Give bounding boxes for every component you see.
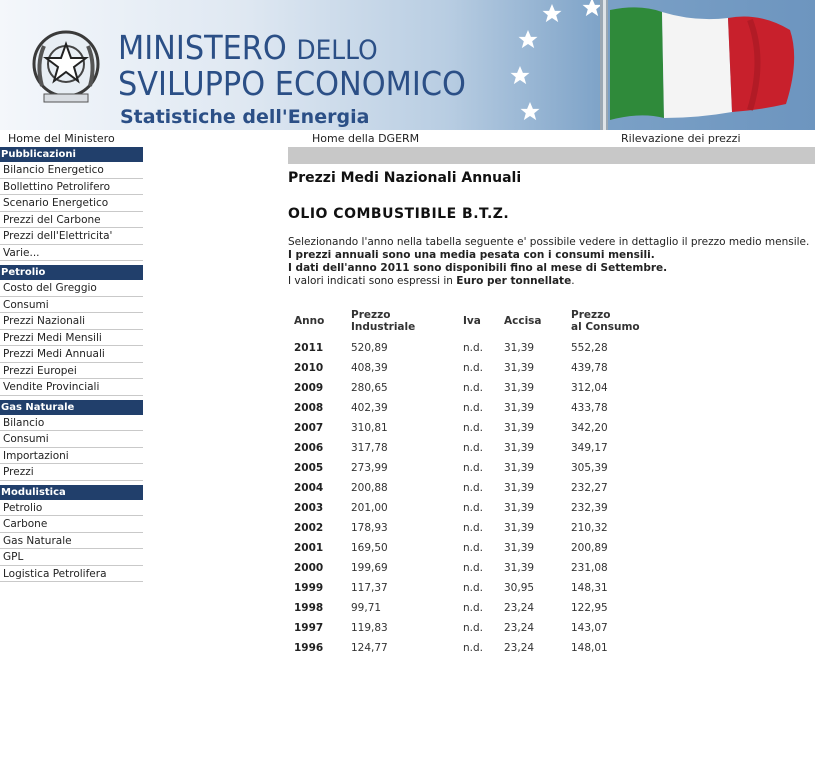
sidebar-item-link[interactable]: Prezzi Europei — [0, 363, 143, 380]
sidebar-item-link[interactable]: Prezzi Medi Annuali — [0, 346, 143, 363]
sidebar-item-link[interactable]: Scenario Energetico — [0, 195, 143, 212]
iva-cell: n.d. — [463, 582, 483, 594]
accisa-cell: 31,39 — [504, 522, 535, 534]
header-banner — [0, 0, 815, 130]
industrial-price-cell: 317,78 — [351, 442, 388, 454]
table-row[interactable] — [288, 558, 671, 578]
sidebar-item-link[interactable]: Varie... — [0, 245, 143, 262]
product-title: OLIO COMBUSTIBILE B.T.Z. — [288, 206, 510, 222]
consumer-price-cell: 232,27 — [571, 482, 608, 494]
iva-cell: n.d. — [463, 342, 483, 354]
consumer-price-cell: 231,08 — [571, 562, 608, 574]
accisa-cell: 31,39 — [504, 362, 535, 374]
industrial-price-cell: 408,39 — [351, 362, 388, 374]
table-row[interactable] — [288, 458, 671, 478]
industrial-price-cell: 201,00 — [351, 502, 388, 514]
header-accisa: Accisa — [504, 315, 542, 327]
sidebar-item-link[interactable]: Vendite Provinciali — [0, 379, 143, 396]
accisa-cell: 31,39 — [504, 382, 535, 394]
consumer-price-cell: 439,78 — [571, 362, 608, 374]
industrial-price-cell: 117,37 — [351, 582, 388, 594]
iva-cell: n.d. — [463, 442, 483, 454]
eu-stars-icon — [500, 0, 610, 130]
sidebar-section-header: Modulistica — [0, 485, 143, 500]
table-header-row — [288, 304, 671, 338]
intro-line-4: I valori indicati sono espressi in Euro per tonnellate. — [288, 275, 575, 287]
industrial-price-cell: 520,89 — [351, 342, 388, 354]
accisa-cell: 31,39 — [504, 342, 535, 354]
accisa-cell: 30,95 — [504, 582, 535, 594]
accisa-cell: 23,24 — [504, 642, 535, 654]
sidebar-section-header: Petrolio — [0, 265, 143, 280]
sidebar-item-link[interactable]: Importazioni — [0, 448, 143, 465]
consumer-price-cell: 349,17 — [571, 442, 608, 454]
intro-text — [288, 236, 809, 288]
iva-cell: n.d. — [463, 642, 483, 654]
sidebar-item-link[interactable]: GPL — [0, 549, 143, 566]
table-row[interactable] — [288, 638, 671, 658]
iva-cell: n.d. — [463, 542, 483, 554]
consumer-price-cell: 143,07 — [571, 622, 608, 634]
intro-line-2: I prezzi annuali sono una media pesata con i consumi mensili. — [288, 249, 655, 261]
iva-cell: n.d. — [463, 362, 483, 374]
year-cell[interactable]: 2004 — [294, 482, 324, 494]
nav-rilevazione-prezzi-link[interactable]: Rilevazione dei prezzi — [621, 132, 741, 145]
intro-line-3: I dati dell'anno 2011 sono disponibili fino al mese di Settembre. — [288, 262, 668, 274]
sidebar-item-link[interactable]: Prezzi dell'Elettricita' — [0, 228, 143, 245]
nav-home-ministero-link[interactable]: Home del Ministero — [8, 132, 115, 145]
consumer-price-cell: 312,04 — [571, 382, 608, 394]
header-prezzo-industriale: Prezzo Industriale — [351, 309, 416, 333]
table-row[interactable] — [288, 378, 671, 398]
sidebar-item-link[interactable]: Prezzi del Carbone — [0, 212, 143, 229]
ministry-title-line2: SVILUPPO ECONOMICO — [118, 64, 466, 103]
sidebar-item-link[interactable]: Prezzi Nazionali — [0, 313, 143, 330]
sidebar-item-link[interactable]: Bilancio — [0, 415, 143, 432]
table-row[interactable] — [288, 618, 671, 638]
consumer-price-cell: 342,20 — [571, 422, 608, 434]
industrial-price-cell: 119,83 — [351, 622, 388, 634]
year-cell[interactable]: 1998 — [294, 602, 324, 614]
iva-cell: n.d. — [463, 602, 483, 614]
accisa-cell: 31,39 — [504, 562, 535, 574]
accisa-cell: 31,39 — [504, 482, 535, 494]
consumer-price-cell: 305,39 — [571, 462, 608, 474]
industrial-price-cell: 178,93 — [351, 522, 388, 534]
accisa-cell: 23,24 — [504, 622, 535, 634]
year-cell[interactable]: 1996 — [294, 642, 324, 654]
table-row[interactable] — [288, 358, 671, 378]
intro-line-1: Selezionando l'anno nella tabella seguente e' possibile vedere in dettaglio il prezzo medio mensile. — [288, 236, 810, 248]
industrial-price-cell: 99,71 — [351, 602, 382, 614]
industrial-price-cell: 280,65 — [351, 382, 388, 394]
sidebar-item-link[interactable]: Consumi — [0, 297, 143, 314]
accisa-cell: 31,39 — [504, 542, 535, 554]
page-title: Prezzi Medi Nazionali Annuali — [288, 170, 522, 186]
consumer-price-cell: 210,32 — [571, 522, 608, 534]
iva-cell: n.d. — [463, 402, 483, 414]
year-cell[interactable]: 2008 — [294, 402, 324, 414]
sidebar-item-link[interactable]: Bollettino Petrolifero — [0, 179, 143, 196]
sidebar-item-link[interactable]: Prezzi Medi Mensili — [0, 330, 143, 347]
table-row[interactable] — [288, 538, 671, 558]
iva-cell: n.d. — [463, 422, 483, 434]
industrial-price-cell: 124,77 — [351, 642, 388, 654]
nav-home-dgerm-link[interactable]: Home della DGERM — [312, 132, 420, 145]
consumer-price-cell: 433,78 — [571, 402, 608, 414]
accisa-cell: 23,24 — [504, 602, 535, 614]
table-row[interactable] — [288, 518, 671, 538]
sidebar-item-link[interactable]: Consumi — [0, 431, 143, 448]
sidebar-section-header: Gas Naturale — [0, 400, 143, 415]
iva-cell: n.d. — [463, 382, 483, 394]
consumer-price-cell: 552,28 — [571, 342, 608, 354]
year-cell[interactable]: 1999 — [294, 582, 324, 594]
consumer-price-cell: 232,39 — [571, 502, 608, 514]
iva-cell: n.d. — [463, 562, 483, 574]
industrial-price-cell: 199,69 — [351, 562, 388, 574]
header-anno: Anno — [294, 315, 325, 327]
top-navigation — [0, 130, 815, 147]
year-cell[interactable]: 2011 — [294, 342, 324, 354]
sidebar-section-header: Pubblicazioni — [0, 147, 143, 162]
table-row[interactable] — [288, 498, 671, 518]
iva-cell: n.d. — [463, 522, 483, 534]
accisa-cell: 31,39 — [504, 422, 535, 434]
industrial-price-cell: 310,81 — [351, 422, 388, 434]
gray-divider-bar — [288, 147, 815, 164]
consumer-price-cell: 200,89 — [571, 542, 608, 554]
year-cell[interactable]: 2002 — [294, 522, 324, 534]
table-row[interactable] — [288, 598, 671, 618]
sidebar-item-link[interactable]: Gas Naturale — [0, 533, 143, 550]
accisa-cell: 31,39 — [504, 402, 535, 414]
year-cell[interactable]: 2000 — [294, 562, 324, 574]
iva-cell: n.d. — [463, 482, 483, 494]
site-subtitle: Statistiche dell'Energia — [120, 106, 370, 128]
sidebar — [0, 147, 143, 582]
year-cell[interactable]: 2010 — [294, 362, 324, 374]
italian-republic-emblem-icon — [28, 24, 104, 108]
accisa-cell: 31,39 — [504, 502, 535, 514]
year-cell[interactable]: 2009 — [294, 382, 324, 394]
iva-cell: n.d. — [463, 462, 483, 474]
ministry-title-line1: MINISTERO DELLO — [118, 28, 378, 67]
table-row[interactable] — [288, 398, 671, 418]
table-row[interactable] — [288, 478, 671, 498]
table-row[interactable] — [288, 438, 671, 458]
prices-table — [288, 304, 671, 658]
year-cell[interactable]: 2001 — [294, 542, 324, 554]
year-cell[interactable]: 2006 — [294, 442, 324, 454]
industrial-price-cell: 273,99 — [351, 462, 388, 474]
table-row[interactable] — [288, 418, 671, 438]
sidebar-item-link[interactable]: Prezzi — [0, 464, 143, 481]
consumer-price-cell: 148,01 — [571, 642, 608, 654]
accisa-cell: 31,39 — [504, 442, 535, 454]
sidebar-item-link[interactable]: Costo del Greggio — [0, 280, 143, 297]
sidebar-item-link[interactable]: Carbone — [0, 516, 143, 533]
iva-cell: n.d. — [463, 502, 483, 514]
table-row[interactable] — [288, 578, 671, 598]
year-cell[interactable]: 2007 — [294, 422, 324, 434]
sidebar-item-link[interactable]: Bilancio Energetico — [0, 162, 143, 179]
header-prezzo-consumo: Prezzo al Consumo — [571, 309, 640, 333]
industrial-price-cell: 200,88 — [351, 482, 388, 494]
sidebar-item-link[interactable]: Logistica Petrolifera — [0, 566, 143, 583]
italian-flag-icon — [600, 0, 815, 130]
consumer-price-cell: 148,31 — [571, 582, 608, 594]
accisa-cell: 31,39 — [504, 462, 535, 474]
industrial-price-cell: 169,50 — [351, 542, 388, 554]
sidebar-item-link[interactable]: Petrolio — [0, 500, 143, 517]
iva-cell: n.d. — [463, 622, 483, 634]
year-cell[interactable]: 2005 — [294, 462, 324, 474]
year-cell[interactable]: 1997 — [294, 622, 324, 634]
header-iva: Iva — [463, 315, 481, 327]
consumer-price-cell: 122,95 — [571, 602, 608, 614]
table-row[interactable] — [288, 338, 671, 358]
year-cell[interactable]: 2003 — [294, 502, 324, 514]
industrial-price-cell: 402,39 — [351, 402, 388, 414]
